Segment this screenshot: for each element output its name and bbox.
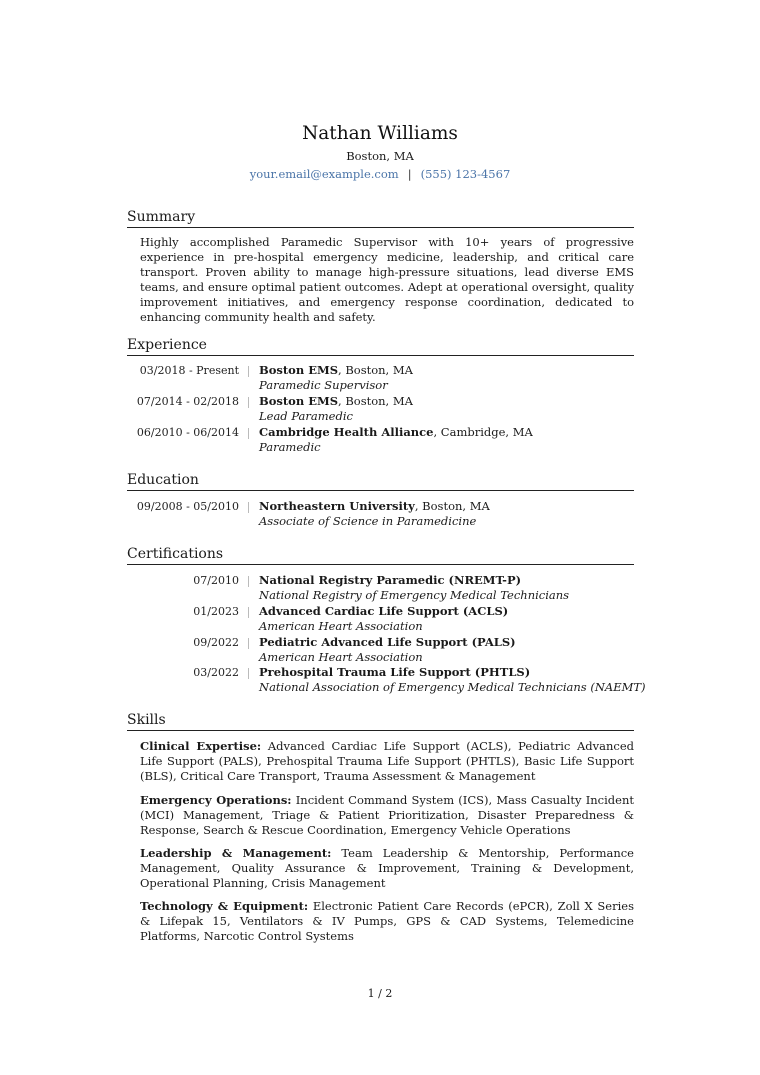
certification-title-line <box>259 604 508 619</box>
summary-heading: Summary <box>127 208 634 228</box>
experience-entry <box>127 425 634 456</box>
entry-date: 01/2023 <box>193 605 239 618</box>
experience-entry <box>127 363 634 394</box>
email-link[interactable]: your.email@example.com <box>249 167 399 181</box>
certification-title: Advanced Cardiac Life Support (ACLS) <box>259 604 509 618</box>
entry-divider <box>248 638 249 649</box>
entry-org-line <box>259 394 413 409</box>
entry-role: Paramedic <box>259 440 321 454</box>
skills-heading: Skills <box>127 711 634 731</box>
entry-role: Lead Paramedic <box>259 409 353 423</box>
skill-group <box>140 739 634 784</box>
entry-divider <box>248 397 249 408</box>
page-number: 1 / 2 <box>367 987 393 1000</box>
skill-text: Incident Command System (ICS), Mass Casualty Incident (MCI) Management, Triage & Patient Prioritization, Disaster Preparedness & Response, Search & Rescue Coordination, Emergency Vehicle Operations <box>140 793 634 837</box>
certification-entry <box>127 604 634 635</box>
entry-date: 03/2022 <box>193 666 239 679</box>
contact-separator: | <box>407 167 412 181</box>
entry-date: 07/2010 <box>193 574 239 587</box>
candidate-name: Nathan Williams <box>302 123 458 144</box>
entry-date: 09/2008 - 05/2010 <box>136 500 239 513</box>
entry-org-line <box>259 425 533 440</box>
education-entry <box>127 499 634 530</box>
certifications-heading: Certifications <box>127 545 634 565</box>
entry-date: 06/2010 - 06/2014 <box>136 426 239 439</box>
skill-group <box>140 899 634 944</box>
entry-org-line <box>259 499 490 514</box>
certification-title: Prehospital Trauma Life Support (PHTLS) <box>259 665 531 679</box>
skill-label: Clinical Expertise: <box>140 739 262 753</box>
entry-org: Boston EMS <box>259 394 339 408</box>
certification-title-line <box>259 573 521 588</box>
certification-title-line <box>259 665 530 680</box>
skill-label: Emergency Operations: <box>140 793 292 807</box>
certification-entry <box>127 665 646 696</box>
experience-entry <box>127 394 634 425</box>
entry-org-line <box>259 363 413 378</box>
certification-entry <box>127 573 634 604</box>
entry-org: Boston EMS <box>259 363 339 377</box>
skill-text: Team Leadership & Mentorship, Performance Management, Quality Assurance & Improvement, Training & Development, Operational Planning, Crisis Management <box>140 846 634 890</box>
certification-title-line <box>259 635 516 650</box>
entry-place: , Boston, MA <box>338 363 413 377</box>
entry-divider <box>248 428 249 439</box>
entry-org: Cambridge Health Alliance <box>259 425 434 439</box>
phone-link[interactable]: (555) 123-4567 <box>420 167 511 181</box>
skill-group <box>140 846 634 891</box>
entry-date: 07/2014 - 02/2018 <box>136 395 239 408</box>
experience-heading: Experience <box>127 336 634 356</box>
certification-title: Pediatric Advanced Life Support (PALS) <box>259 635 516 649</box>
certification-title: National Registry Paramedic (NREMT-P) <box>259 573 522 587</box>
entry-divider <box>248 366 249 377</box>
skill-group <box>140 793 634 838</box>
skill-text: Electronic Patient Care Records (ePCR), Zoll X Series & Lifepak 15, Ventilators & IV Pumps, GPS & CAD Systems, Telemedicine Platforms, Narcotic Control Systems <box>140 899 634 943</box>
entry-divider <box>248 576 249 587</box>
certification-issuer: American Heart Association <box>259 650 423 664</box>
entry-place: , Boston, MA <box>338 394 413 408</box>
entry-divider <box>248 502 249 513</box>
entry-place: , Boston, MA <box>414 499 490 513</box>
contact-line <box>0 167 760 182</box>
candidate-location: Boston, MA <box>346 149 414 163</box>
entry-org: Northeastern University <box>259 499 415 513</box>
entry-role: Paramedic Supervisor <box>259 378 388 392</box>
entry-degree: Associate of Science in Paramedicine <box>259 514 477 528</box>
entry-divider <box>248 668 249 679</box>
summary-text: Highly accomplished Paramedic Supervisor with 10+ years of progressive experience in pre-hospital emergency medicine, leadership, and critical care transport. Proven ability to manage high-pressure situations, lead diverse EMS teams, and ensure optimal patient outcomes. Adept at operational oversight, quality improvement initiatives, and emergency response coordination, dedicated to enhancing community health and safety. <box>140 235 634 324</box>
certification-entry <box>127 635 634 666</box>
education-heading: Education <box>127 471 634 491</box>
skill-label: Leadership & Management: <box>140 846 332 860</box>
entry-divider <box>248 607 249 618</box>
skill-label: Technology & Equipment: <box>140 899 309 913</box>
certification-issuer: National Association of Emergency Medical Technicians (NAEMT) <box>259 680 646 694</box>
certification-issuer: National Registry of Emergency Medical Technicians <box>259 588 570 602</box>
entry-date: 09/2022 <box>193 636 239 649</box>
skill-text: Advanced Cardiac Life Support (ACLS), Pediatric Advanced Life Support (PALS), Prehospital Trauma Life Support (PHTLS), Basic Life Support (BLS), Critical Care Transport, Trauma Assessment & Management <box>140 739 635 783</box>
entry-date: 03/2018 - Present <box>139 364 239 377</box>
entry-place: , Cambridge, MA <box>433 425 533 439</box>
certification-issuer: American Heart Association <box>259 619 423 633</box>
